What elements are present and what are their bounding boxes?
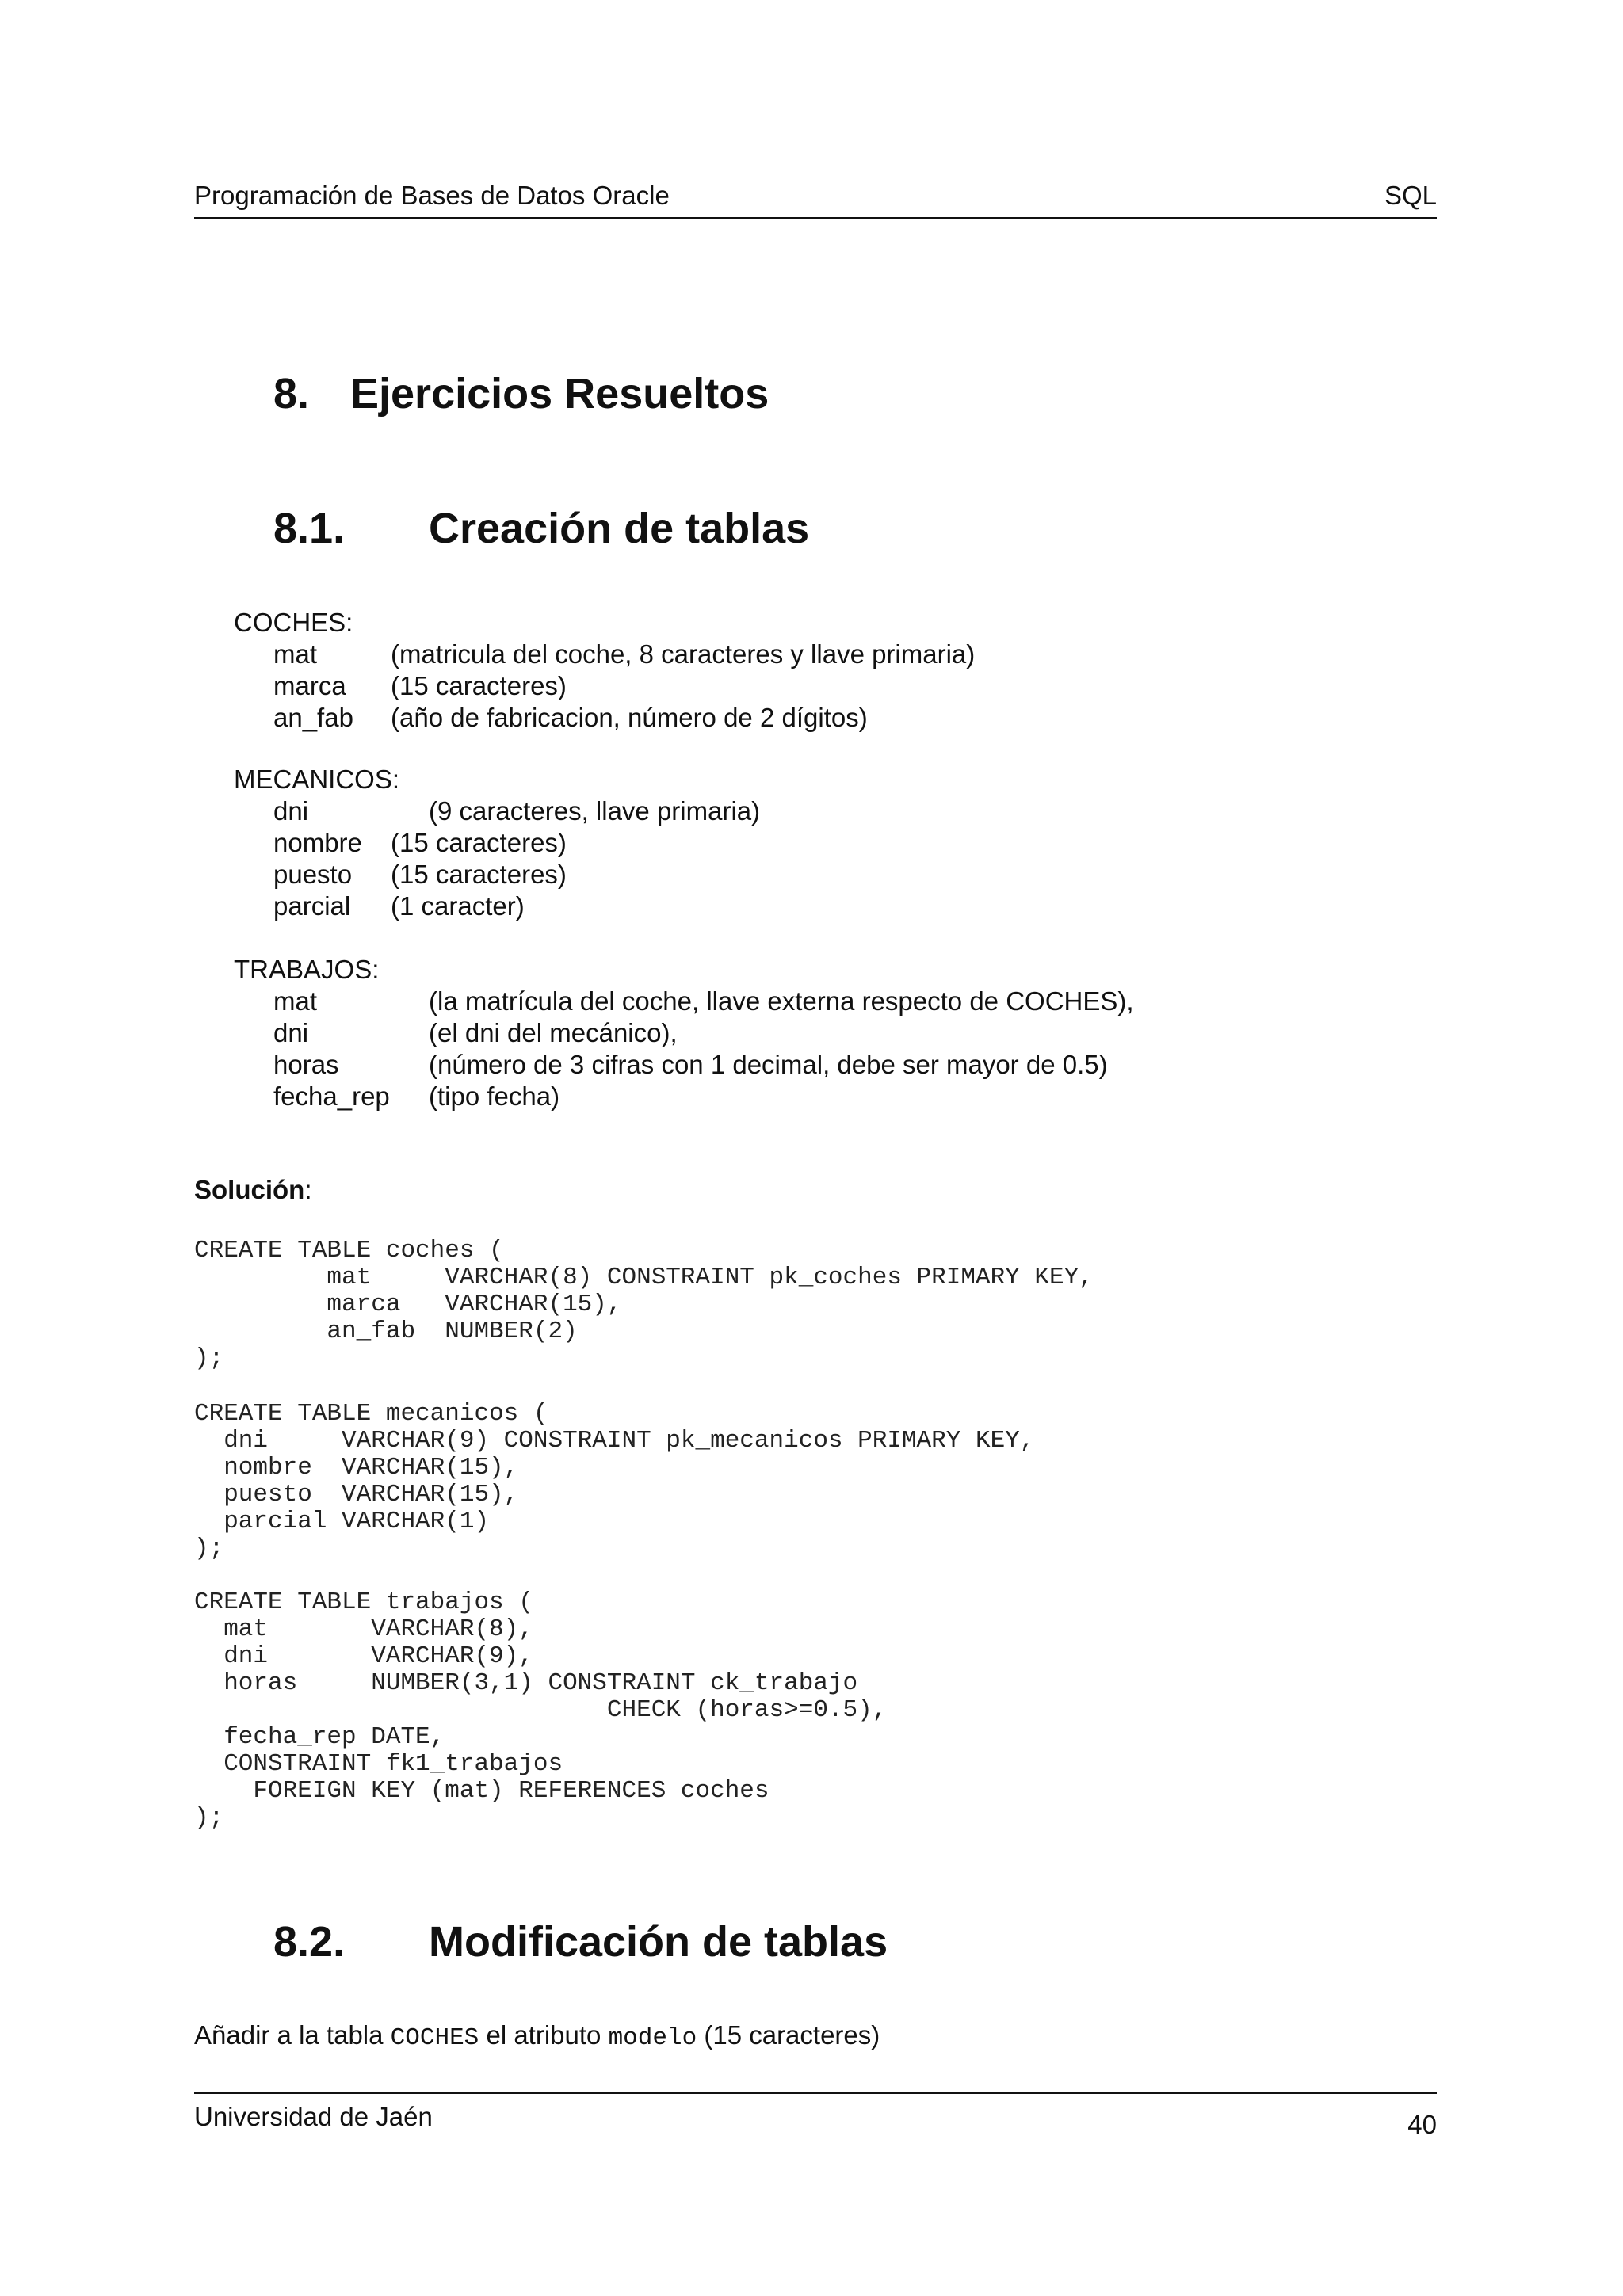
spec-field: marca <box>273 671 346 700</box>
spec-table-name: COCHES: <box>234 608 353 637</box>
spec-field: nombre <box>273 828 362 857</box>
subsection-title: Modificación de tablas <box>429 1918 888 1966</box>
spec-trabajos <box>234 954 1134 1112</box>
code-block-coches: CREATE TABLE coches ( mat VARCHAR(8) CONSTRAINT pk_coches PRIMARY KEY, marca VARCHAR(15), an_fab NUMBER(2) ); <box>194 1237 1094 1372</box>
task-attribute-code: modelo <box>608 2024 697 2052</box>
spec-desc: (9 caracteres, llave primaria) <box>429 796 761 826</box>
spec-desc: (año de fabricacion, número de 2 dígitos) <box>391 703 868 732</box>
code-block-trabajos: CREATE TABLE trabajos ( mat VARCHAR(8), dni VARCHAR(9), horas NUMBER(3,1) CONSTRAINT ck_trabajo CHECK (horas>=0.5), fecha_rep DATE, CONSTRAINT fk1_trabajos FOREIGN KEY (mat) REFERENCES coches ); <box>194 1589 888 1832</box>
spec-desc: (tipo fecha) <box>429 1081 560 1111</box>
spec-field: fecha_rep <box>273 1081 390 1111</box>
task-text: el atributo <box>479 2020 609 2050</box>
spec-desc: (número de 3 cifras con 1 decimal, debe ser mayor de 0.5) <box>429 1050 1108 1079</box>
spec-row <box>234 859 567 891</box>
spec-coches <box>234 607 976 734</box>
solution-colon: : <box>304 1175 312 1204</box>
solution-label-text: Solución <box>194 1175 305 1204</box>
spec-desc: (15 caracteres) <box>391 860 567 889</box>
spec-desc: (1 caracter) <box>391 891 525 921</box>
page-header <box>194 174 1437 219</box>
spec-desc: (15 caracteres) <box>391 828 567 857</box>
subsection-title: Creación de tablas <box>429 505 810 552</box>
spec-row <box>234 795 761 827</box>
spec-field: mat <box>273 986 318 1016</box>
spec-desc: (el dni del mecánico), <box>429 1018 678 1047</box>
spec-field: puesto <box>273 860 353 889</box>
spec-table-name: TRABAJOS: <box>234 955 380 984</box>
spec-field: dni <box>273 1018 309 1047</box>
spec-table-name: MECANICOS: <box>234 765 400 794</box>
exercise-statement <box>194 2020 880 2052</box>
spec-row <box>234 639 976 670</box>
spec-desc: (matricula del coche, 8 caracteres y llave primaria) <box>391 639 976 669</box>
spec-row <box>234 891 525 922</box>
spec-row <box>234 1081 560 1112</box>
spec-mecanicos <box>234 764 761 922</box>
page-number: 40 <box>1407 2110 1437 2139</box>
section-number: 8. <box>273 370 310 418</box>
spec-desc: (15 caracteres) <box>391 671 567 700</box>
subsection-number: 8.1. <box>273 505 346 552</box>
spec-row <box>234 1049 1108 1081</box>
spec-row <box>234 1017 678 1049</box>
spec-field: parcial <box>273 891 351 921</box>
spec-field: an_fab <box>273 703 353 732</box>
page-footer <box>194 2092 1437 2149</box>
spec-row <box>234 702 868 734</box>
spec-row <box>234 986 1134 1017</box>
section-title: Ejercicios Resueltos <box>350 370 769 418</box>
code-block-mecanicos: CREATE TABLE mecanicos ( dni VARCHAR(9) CONSTRAINT pk_mecanicos PRIMARY KEY, nombre VARCHAR(15), puesto VARCHAR(15), parcial VARCHAR(1) ); <box>194 1400 1035 1562</box>
header-title: Programación de Bases de Datos Oracle <box>194 181 670 210</box>
spec-row <box>234 670 567 702</box>
solution-label <box>194 1175 312 1205</box>
task-text: Añadir a la tabla <box>194 2020 391 2050</box>
spec-row <box>234 827 567 859</box>
task-table-code: COCHES <box>390 2024 479 2052</box>
subsection-heading-modificacion <box>273 1917 888 1966</box>
subsection-number: 8.2. <box>273 1918 346 1966</box>
spec-field: dni <box>273 796 309 826</box>
spec-field: mat <box>273 639 318 669</box>
spec-desc: (la matrícula del coche, llave externa respecto de COCHES), <box>429 986 1134 1016</box>
task-text: (15 caracteres) <box>697 2020 880 2050</box>
header-topic: SQL <box>1384 181 1437 210</box>
footer-institution: Universidad de Jaén <box>194 2102 433 2131</box>
subsection-heading-creacion <box>273 504 809 553</box>
section-heading <box>273 369 769 418</box>
spec-field: horas <box>273 1050 339 1079</box>
